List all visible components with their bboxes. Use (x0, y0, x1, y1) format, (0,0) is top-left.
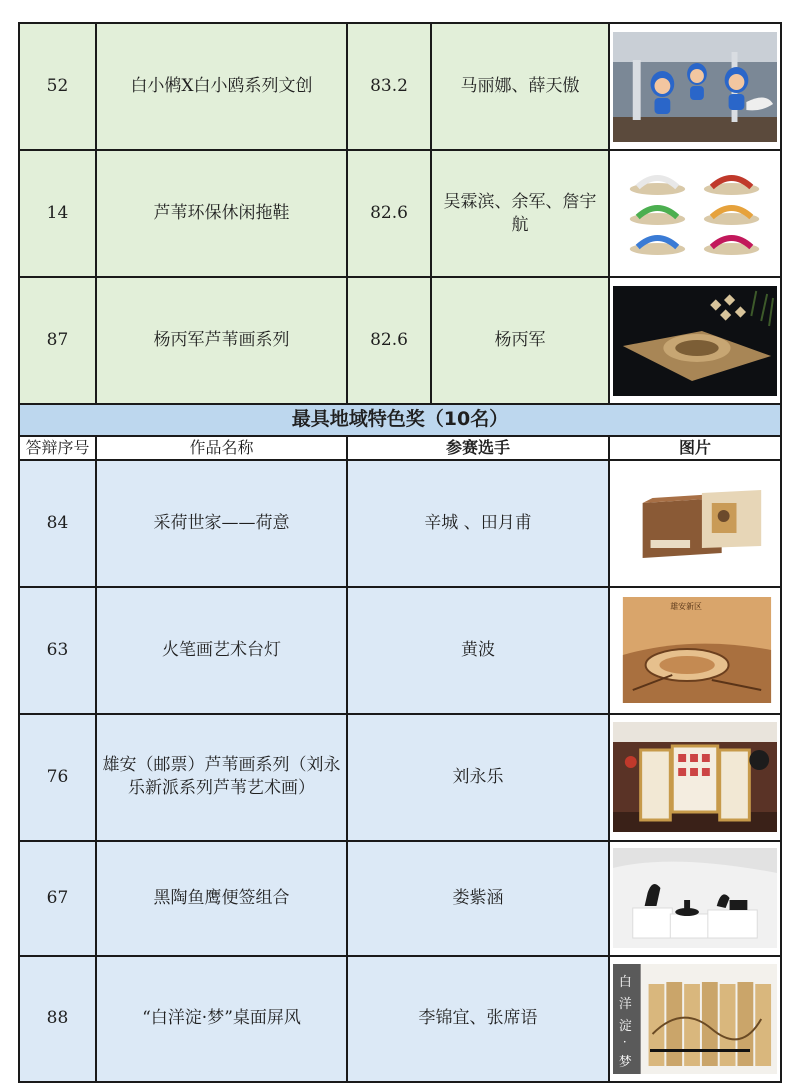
black-pottery-image (613, 848, 777, 948)
bottom-rule (650, 1049, 750, 1052)
desk-screen-image (613, 964, 777, 1074)
table-row (19, 956, 781, 1082)
screen-caption: 白 (618, 974, 632, 990)
work-name: 火笔画艺术台灯 (96, 587, 347, 714)
mascot-figurines-image (613, 32, 777, 142)
work-image-cell (609, 23, 781, 150)
players: 李锦宜、张席语 (347, 956, 609, 1082)
header-players: 参赛选手 (347, 436, 609, 460)
players: 辛城 、田月甫 (347, 460, 609, 587)
header-image: 图片 (609, 436, 781, 460)
svg-text:淀: 淀 (618, 1018, 632, 1034)
work-image-cell (609, 460, 781, 587)
svg-text:·: · (622, 1034, 627, 1049)
table-row (19, 150, 781, 277)
folding-screen-image (613, 722, 777, 832)
work-image-cell (609, 956, 781, 1082)
header-id: 答辩序号 (19, 436, 96, 460)
row-id: 88 (19, 956, 96, 1082)
players: 刘永乐 (347, 714, 609, 841)
table-row (19, 714, 781, 841)
work-name: 白小鸺X白小鸥系列文创 (96, 23, 347, 150)
players: 马丽娜、薛天傲 (431, 23, 609, 150)
players: 黄波 (347, 587, 609, 714)
work-name: 雄安（邮票）芦苇画系列（刘永乐新派系列芦苇艺术画） (96, 714, 347, 841)
table-row (19, 587, 781, 714)
row-id: 14 (19, 150, 96, 277)
work-image-cell (609, 841, 781, 956)
svg-text:洋: 洋 (618, 996, 632, 1012)
table-row (19, 460, 781, 587)
work-image-cell (609, 150, 781, 277)
work-image-cell (609, 277, 781, 404)
header-name: 作品名称 (96, 436, 347, 460)
reed-art-image (613, 286, 777, 396)
score: 83.2 (347, 23, 431, 150)
row-id: 84 (19, 460, 96, 587)
work-image-cell (609, 714, 781, 841)
players: 吴霖滨、余军、詹宇航 (431, 150, 609, 277)
work-name: 芦苇环保休闲拖鞋 (96, 150, 347, 277)
row-id: 52 (19, 23, 96, 150)
table-header (19, 436, 781, 460)
players: 娄紫涵 (347, 841, 609, 956)
row-id: 63 (19, 587, 96, 714)
pyrography-lamp-image (613, 595, 777, 705)
table-row (19, 23, 781, 150)
score: 82.6 (347, 150, 431, 277)
row-id: 87 (19, 277, 96, 404)
work-image-cell (609, 587, 781, 714)
table-row (19, 277, 781, 404)
work-name: 黑陶鱼鹰便签组合 (96, 841, 347, 956)
score: 82.6 (347, 277, 431, 404)
table-row (19, 841, 781, 956)
sandals-image (613, 159, 777, 269)
work-name: 采荷世家——荷意 (96, 460, 347, 587)
section-title: 最具地域特色奖（10名） (19, 404, 781, 436)
players: 杨丙军 (431, 277, 609, 404)
lamp-caption: 雄安新区 (670, 602, 702, 612)
svg-text:梦: 梦 (618, 1054, 632, 1070)
row-id: 76 (19, 714, 96, 841)
row-id: 67 (19, 841, 96, 956)
gift-box-image (613, 468, 777, 578)
award-table-page (18, 22, 780, 1083)
award-table (18, 22, 782, 1083)
section-banner (19, 404, 781, 436)
work-name: 杨丙军芦苇画系列 (96, 277, 347, 404)
work-name: “白洋淀·梦”桌面屏风 (96, 956, 347, 1082)
